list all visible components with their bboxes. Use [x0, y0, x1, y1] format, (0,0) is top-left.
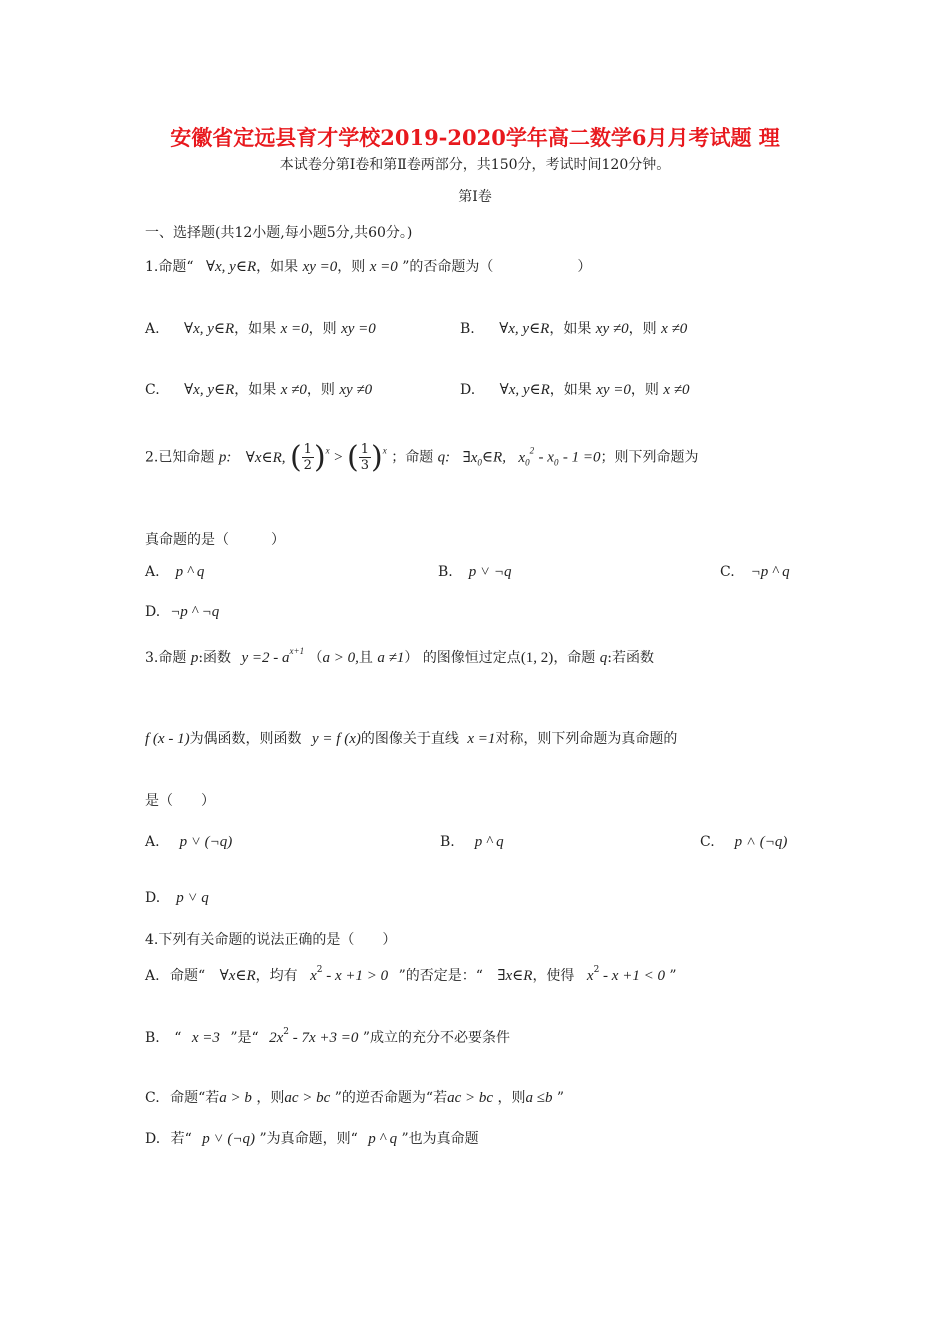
question-1-stem: 1.命题“ ∀x, y∈R，如果 xy =0，则 x =0 ”的否命题为（ ） — [145, 259, 592, 275]
question-2-option-a[interactable]: A. p ^ q — [145, 564, 205, 580]
question-4-stem: 4.下列有关命题的说法正确的是（ ） — [145, 932, 397, 948]
question-4-option-a[interactable]: A. 命题“ ∀x∈R，均有 $x^2 - x +1 > 0$ ”的否定是：“ ∃x∈R，使得 $x^2 - x +1 < 0$ ” — [145, 965, 677, 984]
exam-info: 本试卷分第Ⅰ卷和第Ⅱ卷两部分，共150分，考试时间120分钟。 — [279, 157, 671, 173]
question-3-stem: 3.命题 p:函数 $y =2 - a^{x+1}$ （a > 0,且 a ≠1） 的图像恒过定点(1, 2)，命题 q:若函数 — [145, 646, 654, 666]
question-3-option-c[interactable]: C. p ˄ (¬q) — [700, 834, 788, 850]
page-title: 安徽省定远县育才学校2019-2020学年高二数学6月月考试题 理 — [170, 125, 780, 150]
question-3-option-d[interactable]: D. p ˅ q — [145, 890, 209, 906]
question-2-option-b[interactable]: B. p ˅ ¬q — [438, 564, 512, 580]
question-2-stem-continued: 真命题的是（ ） — [145, 532, 285, 548]
question-4-option-c[interactable]: C. 命题“若a > b ，则ac > bc ”的逆否命题为“若ac > bc ，则a ≤b ” — [145, 1090, 565, 1106]
question-1-option-a[interactable]: A. ∀x, y∈R，如果 x =0，则 xy =0 — [145, 321, 376, 337]
section-heading: 第Ⅰ卷 — [458, 189, 492, 205]
part-heading: 一、选择题(共12小题,每小题5分,共60分。) — [145, 225, 413, 241]
question-4-option-b[interactable]: B. “ x =3 ”是“ $2x^2 - 7x +3 =0$ ”成立的充分不必要条件 — [145, 1027, 511, 1046]
question-3-stem-line-3: 是（ ） — [145, 793, 215, 809]
fraction-one-third: $\frac{1}{3}$ — [360, 442, 370, 473]
question-3-option-b[interactable]: B. p ^ q — [440, 834, 504, 850]
question-2-option-c[interactable]: C. ¬p ^ q — [720, 564, 790, 580]
question-1-option-d[interactable]: D. ∀x, y∈R，如果 xy =0，则 x ≠0 — [460, 382, 690, 398]
fraction-one-half: $\frac{1}{2}$ — [303, 442, 312, 473]
question-3-stem-line-2: f (x - 1)为偶函数，则函数 y = f (x)的图像关于直线 x =1对称，则下列命题为真命题的 — [145, 731, 678, 747]
question-2-option-d[interactable]: D. ¬p ^ ¬q — [145, 604, 220, 620]
question-1-option-b[interactable]: B. ∀x, y∈R，如果 xy ≠0，则 x ≠0 — [460, 321, 688, 337]
question-1-option-c[interactable]: C. ∀x, y∈R，如果 x ≠0，则 xy ≠0 — [145, 382, 373, 398]
question-4-option-d[interactable]: D. 若“ p ˅ (¬q) ”为真命题，则“ p ^ q ”也为真命题 — [145, 1131, 479, 1147]
question-3-option-a[interactable]: A. p ˅ (¬q) — [145, 834, 233, 850]
question-2-stem: 2.已知命题 p: ∀x∈R, ( $\frac{1}{2}$ )$^x$ > ( $\frac{1}{3}$ )$^x$ ；命题 q: $\exists x_0\in R$, $x_0^2 - x_0 - 1 =0$；则下列命题为 — [145, 440, 699, 475]
